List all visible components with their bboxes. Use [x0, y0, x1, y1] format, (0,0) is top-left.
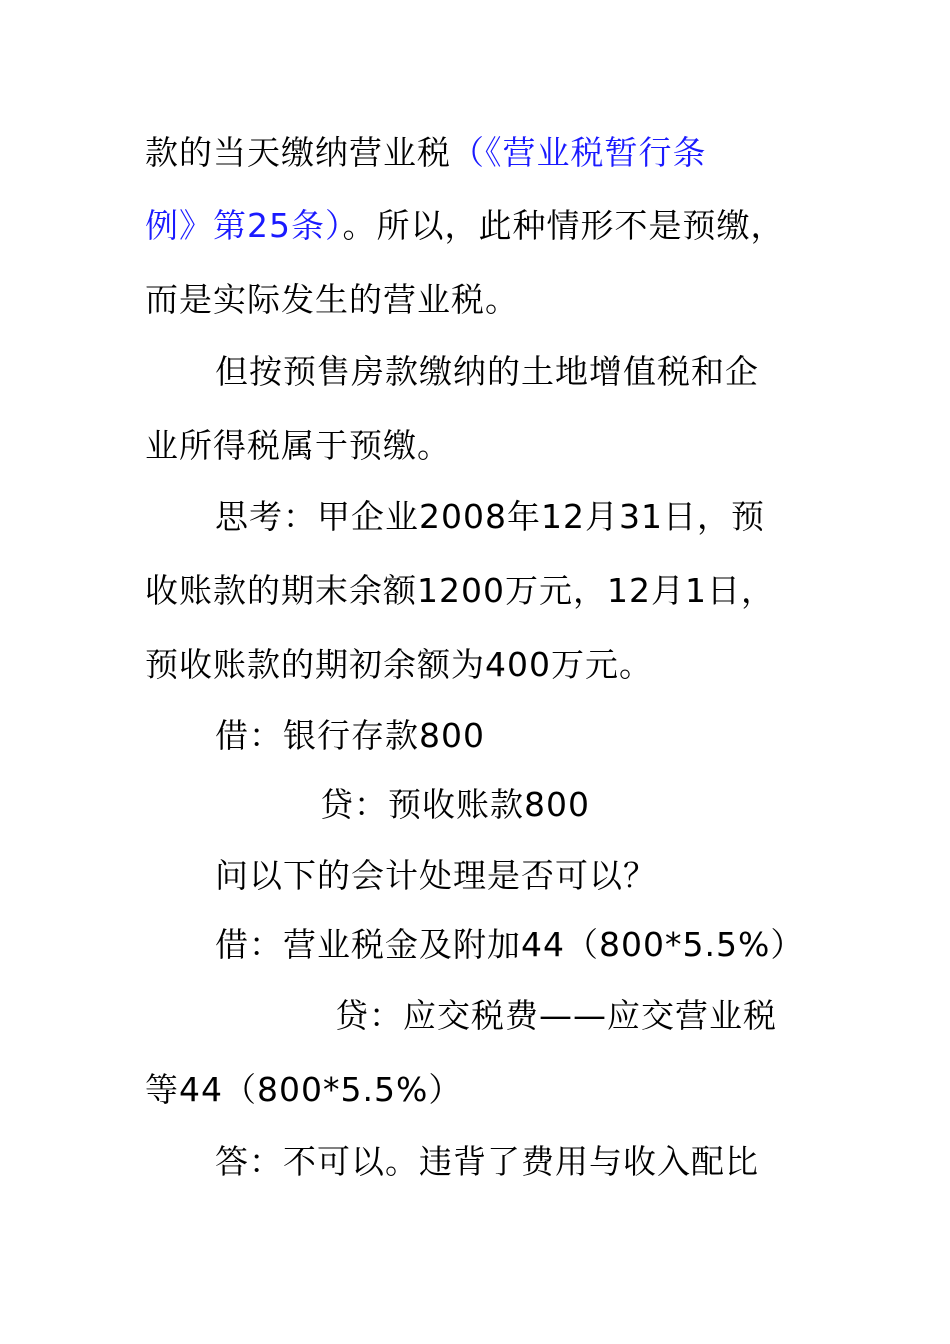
text: 款的当天缴纳营业税: [145, 133, 451, 172]
journal-entry-2-debit: 借：营业税金及附加44（800*5.5%）: [215, 925, 805, 964]
answer-line: 答：不可以。违背了费用与收入配比: [215, 1142, 759, 1181]
paragraph-2-line-1: 但按预售房款缴纳的土地增值税和企: [215, 352, 759, 391]
paragraph-3-line-3: 预收账款的期初余额为400万元。: [145, 645, 653, 684]
journal-entry-1-debit: 借：银行存款800: [215, 716, 485, 755]
question-line: 问以下的会计处理是否可以？: [215, 856, 657, 895]
paragraph-1-line-1: [145, 133, 815, 173]
journal-entry-2-credit-line-2: 等44（800*5.5%）: [145, 1070, 463, 1109]
regulation-reference: （《营业税暂行条: [451, 133, 707, 172]
paragraph-1-line-3: 而是实际发生的营业税。: [145, 280, 519, 319]
paragraph-1-line-2: [145, 206, 815, 246]
paragraph-3-line-1: 思考：甲企业2008年12月31日，预: [215, 497, 765, 536]
journal-entry-2-credit-line-1: 贷：应交税费——应交营业税: [335, 996, 777, 1035]
paragraph-3-line-2: 收账款的期末余额1200万元，12月1日，: [145, 571, 775, 610]
journal-entry-1-credit: 贷：预收账款800: [320, 785, 590, 824]
paragraph-2-line-2: 业所得税属于预缴。: [145, 426, 451, 465]
text: 。所以，此种情形不是预缴，: [342, 206, 785, 245]
regulation-reference: 例》第25条）: [145, 206, 343, 245]
